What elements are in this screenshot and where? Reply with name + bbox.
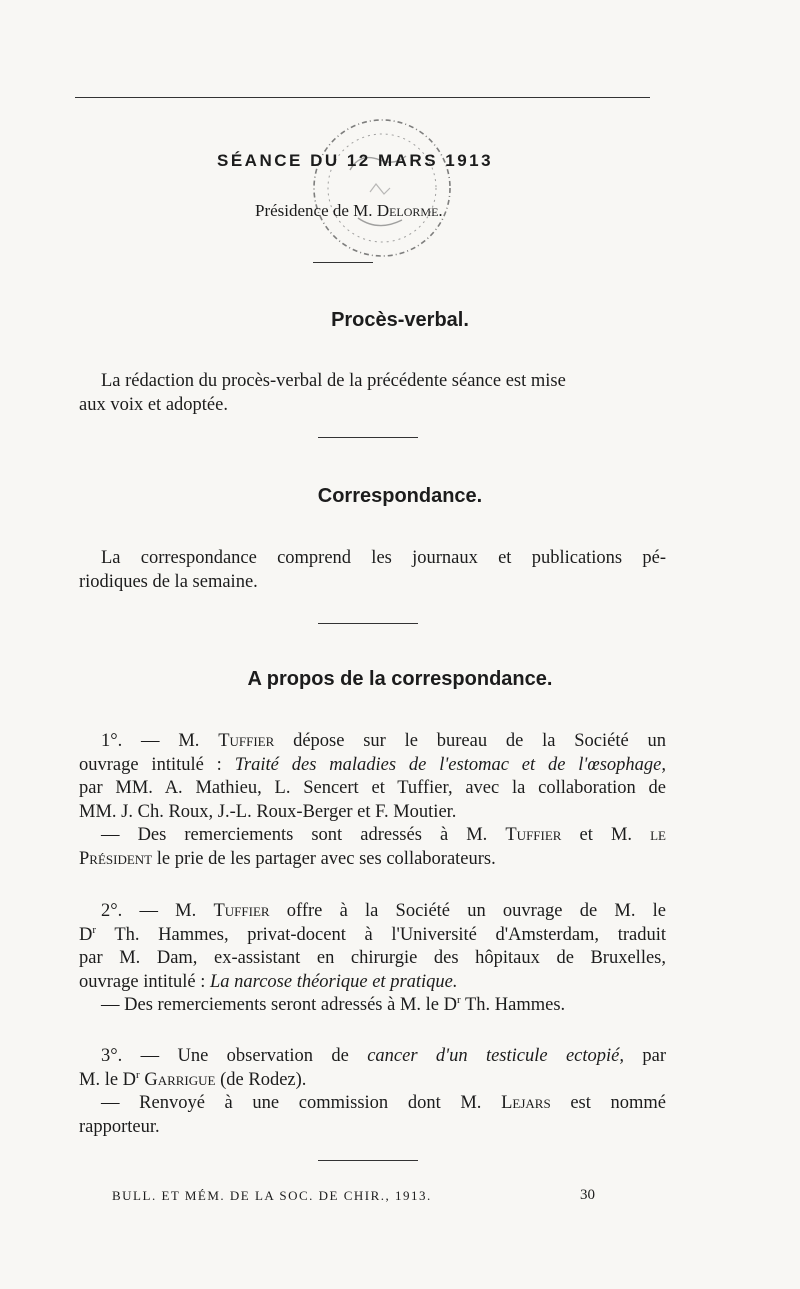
- item-3: 3°. — Une observation de cancer d'un testicule ectopié, par M. le $D^r$ Garrigue (de Rodez). — Renvoyé à une commission dont M. Lejars est nommé rapporteur.: [79, 1046, 666, 1137]
- presidence-line: [255, 201, 443, 221]
- section-divider-1: [318, 437, 418, 438]
- correspondance-text: La correspondance comprend les journaux et publications pé- riodiques de la semaine.: [79, 548, 666, 592]
- running-footer: BULL. ET MÉM. DE LA SOC. DE CHIR., 1913.: [112, 1188, 432, 1203]
- header-divider: [313, 262, 373, 263]
- item-1: 1°. — M. Tuffier dépose sur le bureau de la Société un ouvrage intitulé : Traité des maladies de l'estomac et de l'œsophage, par MM. A. Mathieu, L. Sencert et Tuffier, avec la collaboration de MM. J. Ch. Roux, J.-L. Roux-Berger et F. Moutier. — Des remerciements sont adressés à M. Tuffier et M. le Président le prie de les partager avec ses collaborateurs.: [79, 731, 666, 869]
- a-propos-heading: A propos de la correspondance.: [247, 668, 553, 690]
- library-stamp-icon: [300, 100, 470, 270]
- page-number: 30: [580, 1187, 595, 1203]
- presidence-prefix: Présidence de M.: [255, 201, 373, 220]
- item-2: 2°. — M. Tuffier offre à la Société un ouvrage de M. le $D^r$ Th. Hammes, privat-docent à l'Université d'Amsterdam, traduit par M. Dam, ex-assistant en chirurgie des hôpitaux de Bruxelles, ouvrage intitulé : La narcose théorique et pratique. — Des remerciements seront adressés à M. le $D^r$ Th. Hammes.: [79, 901, 666, 1015]
- correspondance-heading: Correspondance.: [317, 485, 483, 507]
- section-divider-2: [318, 623, 418, 624]
- top-rule: [75, 97, 650, 98]
- proces-verbal-text: La rédaction du procès-verbal de la précédente séance est mise aux voix et adoptée.: [79, 371, 566, 415]
- section-divider-3: [318, 1160, 418, 1161]
- proces-verbal-heading: Procès-verbal.: [331, 309, 469, 331]
- presidence-suffix: .: [438, 201, 443, 220]
- presidence-name: Delorme: [376, 201, 439, 220]
- seance-title: SÉANCE DU 12 MARS 1913: [217, 151, 494, 170]
